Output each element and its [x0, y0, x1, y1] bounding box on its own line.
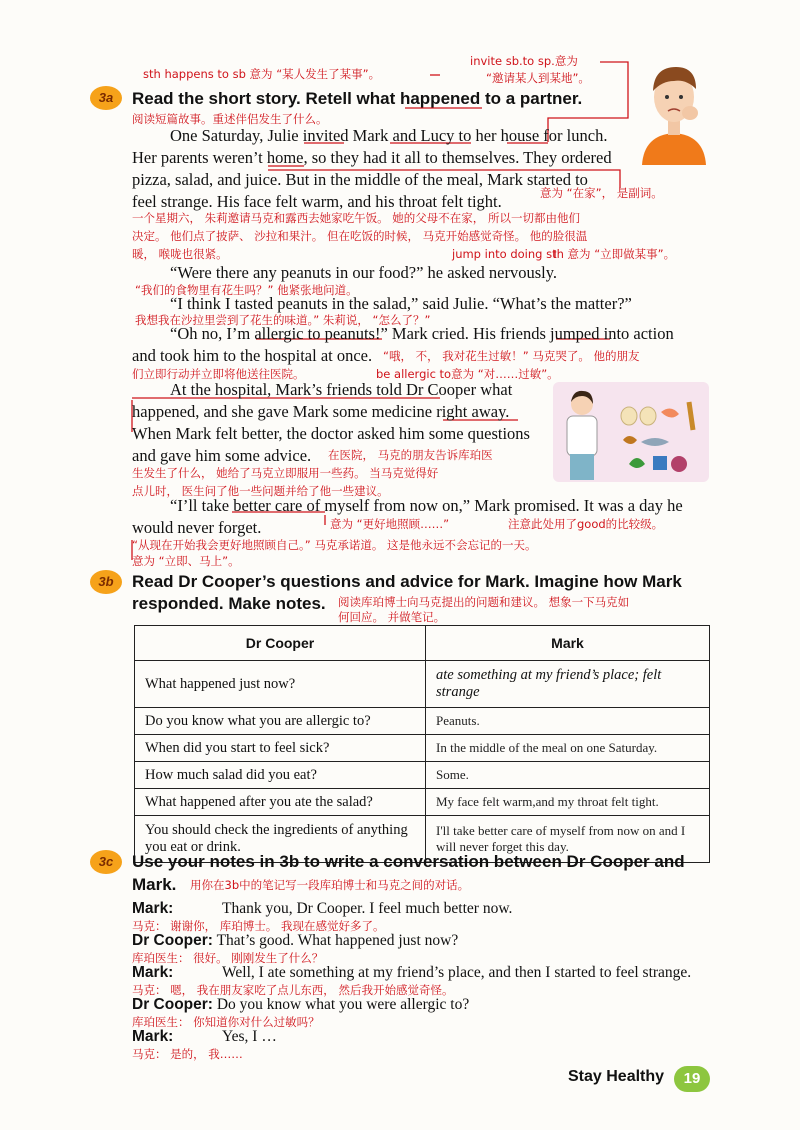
- question-cell: Do you know what you are allergic to?: [135, 708, 426, 735]
- question-cell: You should check the ingredients of anything you eat or drink.: [135, 816, 426, 863]
- hospital-note-b: 生发生了什么， 她给了马克立即服用一些药。 当马克觉得好: [132, 466, 439, 480]
- dialogue-1: “Were there any peanuts in our food?” he asked nervously.: [170, 263, 558, 282]
- good-note: 注意此处用了good的比较级。: [508, 517, 664, 531]
- answer-cell[interactable]: My face felt warm,and my throat felt tight.: [426, 789, 710, 816]
- line-note: 马克： 是的， 我……: [132, 1047, 243, 1061]
- note-sth-happens: sth happens to sb 意为 “某人发生了某事”。: [143, 67, 381, 81]
- dialogue-3-note-b: 们立即行动并立即将他送往医院。: [132, 367, 305, 381]
- heading-3c-note: 用你在3b中的笔记写一段库珀博士和马克之间的对话。: [190, 878, 470, 892]
- story-line-4: feel strange. His face felt warm, and his throat felt tight.: [132, 192, 502, 211]
- answer-cell[interactable]: ate something at my friend’s place; felt strange: [426, 661, 710, 708]
- line-text: That’s good. What happened just now?: [216, 932, 459, 949]
- table-row: [135, 789, 710, 816]
- question-cell: When did you start to feel sick?: [135, 735, 426, 762]
- line-note: 马克： 嗯， 我在朋友家吃了点儿东西， 然后我开始感觉奇怪。: [132, 983, 454, 997]
- translation-1-line-1: 一个星期六， 朱莉邀请马克和露西去她家吃午饭。 她的父母不在家， 所以一切都由他们: [132, 211, 580, 225]
- question-cell: What happened after you ate the salad?: [135, 789, 426, 816]
- final-note: “从现在开始我会更好地照顾自己。” 马克承诺道。 这是他永远不会忘记的一天。: [132, 538, 537, 552]
- doctor-illustration: [553, 382, 709, 482]
- speaker-label: Dr Cooper:: [132, 996, 213, 1013]
- heading-3a: Read the short story. Retell what happened to a partner.: [132, 89, 583, 108]
- hospital-line-3: When Mark felt better, the doctor asked him some questions: [132, 424, 530, 443]
- heading-3b-2: responded. Make notes.: [132, 594, 326, 613]
- conversation-line: [132, 964, 691, 982]
- hospital-note-a: 在医院， 马克的朋友告诉库珀医: [328, 448, 493, 462]
- dialogue-3-note-a: “哦， 不， 我对花生过敏！” 马克哭了。 他的朋友: [383, 349, 640, 363]
- answer-cell[interactable]: In the middle of the meal on one Saturday.: [426, 735, 710, 762]
- table-row: [135, 708, 710, 735]
- hospital-note-c: 点儿时， 医生问了他一些问题并给了他一些建议。: [132, 484, 389, 498]
- heading-3b-note-1: 阅读库珀博士向马克提出的问题和建议。 想象一下马克如: [338, 595, 630, 609]
- final-line-b: would never forget.: [132, 518, 262, 537]
- conversation-line: [132, 996, 469, 1014]
- line-note: 库珀医生： 很好。 刚刚发生了什么？: [132, 951, 324, 965]
- footer-title: Stay Healthy: [568, 1068, 665, 1085]
- conversation-line: [132, 1028, 277, 1046]
- notes-table: [134, 625, 710, 863]
- conversation-line: [132, 932, 458, 950]
- heading-3c-2: Mark.: [132, 875, 177, 894]
- hospital-line-1: At the hospital, Mark’s friends told Dr Cooper what: [170, 380, 513, 399]
- home-note: 意为 “在家”， 是副词。: [540, 186, 663, 200]
- page-number: 19: [674, 1066, 710, 1092]
- line-text: Well, I ate something at my friend’s place, and then I started to feel strange.: [222, 964, 692, 981]
- jump-note: jump into doing sth 意为 “立即做某事”。: [452, 247, 676, 261]
- dialogue-2-note: 我想我在沙拉里尝到了花生的味道。” 朱莉说， “怎么了？”: [135, 313, 431, 327]
- table-row: [135, 762, 710, 789]
- speaker-label: Mark:: [132, 900, 174, 917]
- line-note: 库珀医生： 你知道你对什么过敏吗？: [132, 1015, 320, 1029]
- boy-illustration: [636, 55, 712, 165]
- translation-1-line-3: 暖， 喉咙也很紧。: [132, 247, 228, 261]
- story-line-2: Her parents weren’t home, so they had it all to themselves. They ordered: [132, 148, 612, 167]
- answer-cell[interactable]: I'll take better care of myself from now on and I will never forget this day.: [426, 816, 710, 863]
- line-text: Yes, I …: [222, 1028, 277, 1045]
- dialogue-2: “I think I tasted peanuts in the salad,” said Julie. “What’s the matter?”: [170, 294, 632, 313]
- answer-cell[interactable]: Some.: [426, 762, 710, 789]
- right-away-note: 意为 “立即、马上”。: [132, 554, 240, 568]
- heading-3b-note-2: 何回应。 并做笔记。: [338, 610, 446, 624]
- allergic-note: be allergic to意为 “对……过敏”。: [376, 367, 559, 381]
- heading-3b-1: Read Dr Cooper’s questions and advice for Mark. Imagine how Mark: [132, 572, 682, 591]
- line-text: Thank you, Dr Cooper. I feel much better now.: [222, 900, 513, 917]
- badge-3c: 3c: [90, 850, 122, 874]
- speaker-label: Dr Cooper:: [132, 932, 213, 949]
- badge-3a: 3a: [90, 86, 122, 110]
- dialogue-3a: “Oh no, I’m allergic to peanuts!” Mark cried. His friends jumped into action: [170, 324, 674, 343]
- hospital-line-4: and gave him some advice.: [132, 446, 312, 465]
- question-cell: How much salad did you eat?: [135, 762, 426, 789]
- badge-3b: 3b: [90, 570, 122, 594]
- final-line-a: “I’ll take better care of myself from now on,” Mark promised. It was a day he: [170, 496, 683, 515]
- hospital-line-2: happened, and she gave Mark some medicine right away.: [132, 402, 510, 421]
- dialogue-3b: and took him to the hospital at once.: [132, 346, 373, 365]
- conversation-line: [132, 900, 512, 918]
- note-invite-2: “邀请某人到某地”。: [486, 71, 590, 85]
- speaker-label: Mark:: [132, 1028, 174, 1045]
- line-note: 马克： 谢谢你， 库珀博士。 我现在感觉好多了。: [132, 919, 385, 933]
- heading-3a-note: 阅读短篇故事。重述伴侣发生了什么。: [132, 112, 328, 126]
- heading-3c-1: Use your notes in 3b to write a conversation between Dr Cooper and: [132, 852, 685, 871]
- line-text: Do you know what you were allergic to?: [216, 996, 470, 1013]
- note-invite-1: invite sb.to sp.意为: [470, 54, 578, 68]
- dialogue-1-note: “我们的食物里有花生吗？” 他紧张地问道。: [135, 283, 358, 297]
- col-header-mark: Mark: [426, 626, 710, 661]
- question-cell: What happened just now?: [135, 661, 426, 708]
- care-note: 意为 “更好地照顾……”: [330, 517, 450, 531]
- story-line-3: pizza, salad, and juice. But in the middle of the meal, Mark started to: [132, 170, 588, 189]
- col-header-dr-cooper: Dr Cooper: [135, 626, 426, 661]
- answer-cell[interactable]: Peanuts.: [426, 708, 710, 735]
- speaker-label: Mark:: [132, 964, 174, 981]
- story-line-1: One Saturday, Julie invited Mark and Lucy to her house for lunch.: [170, 126, 608, 145]
- translation-1-line-2: 决定。 他们点了披萨、 沙拉和果汁。 但在吃饭的时候， 马克开始感觉奇怪。 他的脸很温: [132, 229, 588, 243]
- table-row: [135, 735, 710, 762]
- table-row: [135, 661, 710, 708]
